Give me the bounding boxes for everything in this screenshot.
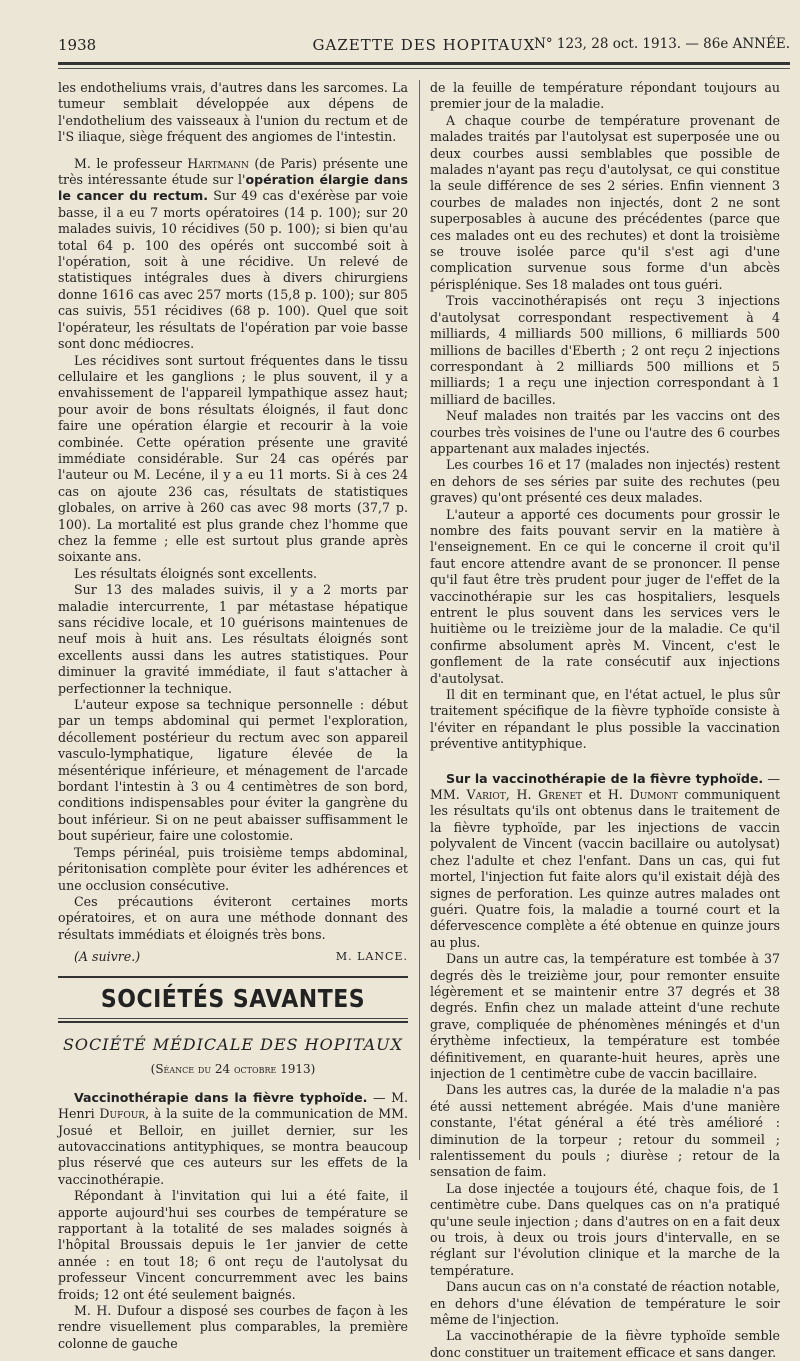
author-name: Variot <box>466 787 506 803</box>
paragraph: A chaque courbe de température provenant de malades traités par l'autolysat est superposée une ou deux courbes aussi semblables que possible de malades n'ayant pas reçu d'autolysat, ce qui constitue la seule différence de ses 2 séries. Enfin viennent 3 courbes de malades non injectés, dont 2 ne sont superposables à aucune des précédentes (parce que ces malades ont eu des rechutes) et dont la troisième se trouve isolée parce qu'il s'est agi d'une complication survenue sous forme d'un abcès périsplénique. Ses 18 malades ont tous guéri. <box>430 112 780 292</box>
paragraph: Les courbes 16 et 17 (malades non injectés) restent en dehors de ses séries par suite des rechutes (peu graves) qu'ont présenté ces deux malades. <box>430 457 780 506</box>
paragraph: de la feuille de température répondant toujours au premier jour de la maladie. <box>430 80 780 112</box>
paragraph-hartmann: M. le professeur Hartmann (de Paris) présente une très intéressante étude sur l'opération élargie dans le cancer du rectum. Sur 49 cas d'exérèse par voie basse, il a eu 7 morts opératoires (14 p. 100); sur 20 malades suivis, 10 récidives (50 p. 100); si bien qu'au total 64 p. 100 des opérés ont succombé soit à l'opération, soit à une récidive. Un relevé de statistiques intégrales dues à divers chirurgiens donne 1616 cas avec 257 morts (15,8 p. 100); sur 805 cas suivis, 551 récidives (68 p. 100). Quel que soit l'opérateur, les résultats de l'opération par voie basse sont donc médiocres. <box>58 155 408 352</box>
author-name: Dumont <box>629 787 678 803</box>
paragraph: Neuf malades non traités par les vaccins ont des courbes très voisines de l'une ou l'autre des 6 courbes appartenant aux malades injectés. <box>430 408 780 456</box>
paragraph-variot: Sur la vaccinothérapie de la fièvre typhoïde. — MM. Variot, H. Grenet et H. Dumont communiquent les résultats qu'ils ont obtenus dans le traitement de la fièvre typhoïde, par les injections de vaccin polyvalent de Vincent (vaccin bacillaire ou autolysat) chez l'adulte et chez l'enfant. Dans un cas, qui fut mortel, l'injection fut faite alors qu'il existait déjà des signes de perforation. Les quinze autres malades ont guéri. Quatre fois, la maladie a tourné court et la défervescence complète a été obtenue en quinze jours au plus. <box>430 770 781 950</box>
header-rule-thin <box>58 68 790 69</box>
seance-date: (Séance du 24 octobre 1913) <box>150 1062 316 1077</box>
column-divider <box>419 80 420 1160</box>
paragraph: Trois vaccinothérapisés ont reçu 3 injections d'autolysat correspondant respectivement à 4 milliards, 4 milliards 500 millions, 6 milliards 500 millions de bacilles d'Eberth ; 2 ont reçu 2 injections correspondant à 2 milliards 500 millions et 5 milliards; 1 a reçu une injection correspondant à 1 milliard de bacilles. <box>430 293 780 407</box>
section-title: SOCIÉTÉS SAVANTES <box>100 984 366 1014</box>
section-rule <box>58 1018 408 1019</box>
paragraph: Les résultats éloignés sont excellents. <box>74 565 318 581</box>
society-title: SOCIÉTÉ MÉDICALE DES HOPITAUX <box>62 1034 404 1054</box>
signature-line <box>58 949 408 965</box>
paragraph: Dans aucun cas on n'a constaté de réaction notable, en dehors d'une élévation de température le soir même de l'injection. <box>430 1279 780 1328</box>
section-rule <box>58 976 408 978</box>
paragraph: L'auteur expose sa technique personnelle : début par un temps abdominal qui permet l'exploration, décollement postérieur du rectum avec son appareil vasculo-lymphatique, ligature élevée de la mésentérique inférieure, et ménagement de l'arcade bordant l'intestin à 3 ou 4 centimètres de son bord, conditions indispensables pour éviter la gangrène du bout inférieur. Si on ne peut abaisser suffisamment le bout supérieur, faire une colostomie. <box>58 697 408 844</box>
left-column <box>58 80 408 1352</box>
paragraph: M. H. Dufour a disposé ses courbes de façon à les rendre visuellement plus comparables, la première colonne de gauche <box>58 1303 408 1351</box>
paragraph: Dans un autre cas, la température est tombée à 37 degrés dès le treizième jour, pour remonter ensuite légèrement et se maintenir entre 37 degrés et 38 degrés. Enfin chez un malade atteint d'une rechute grave, compliquée de phénomènes méningés et d'un érythème infectieux, la température est tombée définitivement, en quarante-huit heures, après une injection de 1 centimètre cube de vaccin bacillaire. <box>430 951 780 1081</box>
paragraph: Temps périnéal, puis troisième temps abdominal, péritonisation complète pour éviter les adhérences et une occlusion consécutive. <box>58 844 408 893</box>
topic-heading: opération élargie dans le cancer du rectum. <box>58 172 408 204</box>
paragraph: Répondant à l'invitation qui lui a été faite, il apporte aujourd'hui ses courbes de température se rapportant à la totalité de ses malades soignés à l'hôpital Broussais depuis le 1er janvier de cette année : en tout 18; 6 ont reçu de l'autolysat du professeur Vincent concurremment avec les bains froids; 12 ont été seulement baignés. <box>58 1188 408 1302</box>
paragraph: Dans les autres cas, la durée de la maladie n'a pas été aussi nettement abrégée. Mais d'une manière constante, l'état général a été très amélioré : diminution de la torpeur ; retour du sommeil ; ralentissement du pouls ; diurèse ; retour de la sensation de faim. <box>430 1082 780 1180</box>
header-rule-thick <box>58 62 790 65</box>
page-header <box>58 36 790 60</box>
issue-info: N° 123, 28 oct. 1913. — 86e ANNÉE. <box>534 36 790 52</box>
page-number: 1938 <box>58 36 97 54</box>
paragraph: Il dit en terminant que, en l'état actuel, le plus sûr traitement spécifique de la fièvre typhoïde consiste à l'éviter en répandant le plus possible la vaccination préventive antityphique. <box>430 687 780 752</box>
paragraph: La vaccinothérapie de la fièvre typhoïde semble donc constituer un traitement efficace et sans danger. <box>430 1328 780 1360</box>
paragraph: Ces précautions éviteront certaines morts opératoires, et on aura une méthode donnant des résultats immédiats et éloignés très bons. <box>58 893 408 942</box>
paragraph: La dose injectée a toujours été, chaque fois, de 1 centimètre cube. Dans quelques cas on n'a pratiqué qu'une seule injection ; dans d'autres on en a fait deux ou trois, à deux ou trois jours d'intervalle, en se réglant sur l'évolution clinique et la marche de la température. <box>430 1180 780 1278</box>
paragraph: les endotheliums vrais, d'autres dans les sarcomes. La tumeur semblait développée aux dépens de l'endothelium des vaisseaux à l'union du rectum et de l'S iliaque, siège fréquent des angiomes de l'intestin. <box>58 80 408 145</box>
journal-title: GAZETTE DES HOPITAUX <box>312 36 536 54</box>
paragraph: L'auteur a apporté ces documents pour grossir le nombre des faits pouvant servir en la matière à l'enseignement. En ce qui le concerne il croit qu'il faut encore attendre avant de se prononcer. Il pense qu'il faut être très prudent pour juger de l'effet de la vaccinothérapie sur les cas hospitaliers, lesquels entrent le plus souvent dans les services vers le huitième ou le treizième jour de la maladie. Ce qu'il confirme absolument après M. Vincent, c'est le gonflement de la rate consécutif aux injections d'autolysat. <box>430 506 780 686</box>
paragraph: Sur 13 des malades suivis, il y a 2 morts par maladie intercurrente, 1 par métastase hépatique sans récidive locale, et 10 guérisons maintenues de neuf mois à huit ans. Les résultats éloignés sont excellents aussi dans les autres statistiques. Pour diminuer la gravité immédiate, il faut s'attacher à perfectionner la technique. <box>58 582 408 696</box>
author-name: Grenet <box>538 787 583 803</box>
topic-heading: Vaccinothérapie dans la fièvre typhoïde. <box>74 1089 368 1105</box>
to-be-continued: (A suivre.) <box>74 949 141 965</box>
paragraph: Les récidives sont surtout fréquentes dans le tissu cellulaire et les ganglions ; le plus souvent, il y a envahissement de l'appareil lympathique assez haut; pour avoir de bons résultats éloignés, il faut donc faire une opération élargie et recourir à la voie combinée. Cette opération présente une gravité immédiate considérable. Sur 24 cas opérés par l'auteur ou M. Lecéne, il y a eu 11 morts. Si à ces 24 cas on ajoute 236 cas, résultats de statistiques globales, on arrive à 260 cas avec 98 morts (37,7 p. 100). La mortalité est plus grande chez l'homme que chez la femme ; elle est surtout plus grande après soixante ans. <box>58 352 408 565</box>
section-rule <box>58 1021 408 1023</box>
right-column <box>430 80 780 1361</box>
paragraph-dufour: Vaccinothérapie dans la fièvre typhoïde. — M. Henri Dufour, à la suite de la communication de MM. Josué et Belloir, en juillet dernier, sur les autovaccinations antityphiques, se montra beaucoup plus réservé que ces auteurs sur les effets de la vaccinothérapie. <box>58 1089 408 1187</box>
topic-heading: Sur la vaccinothérapie de la fièvre typhoïde. <box>446 770 764 786</box>
author-name: Dufour <box>99 1106 146 1122</box>
author-name: Hartmann <box>187 155 249 171</box>
article-author: M. LANCE. <box>335 950 408 964</box>
